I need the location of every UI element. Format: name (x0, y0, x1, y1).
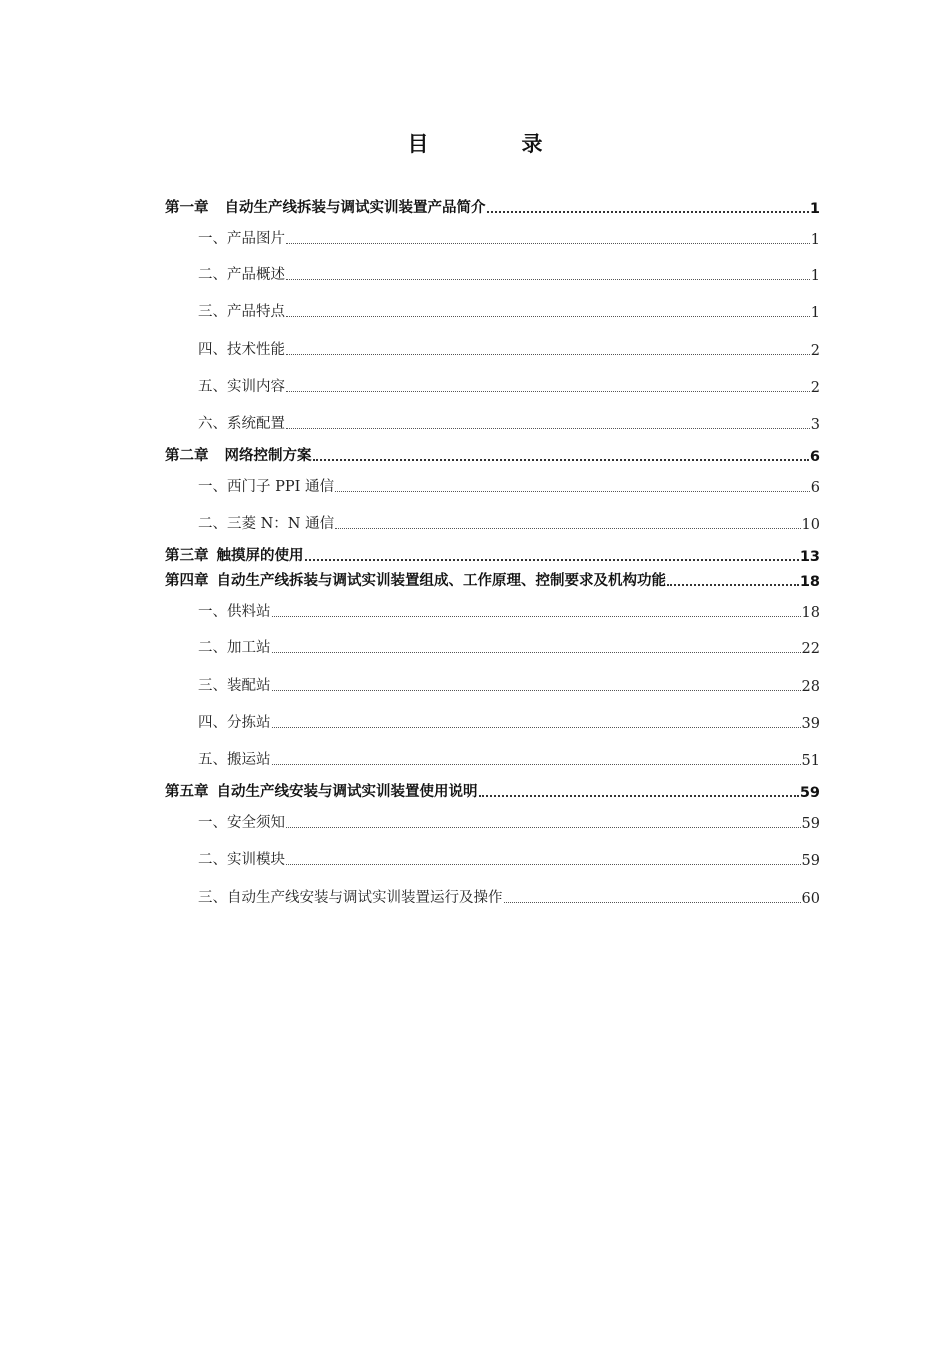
section-title: 三、装配站 (198, 678, 271, 694)
chapter-number: 第一章 (165, 200, 209, 216)
chapter-number: 第三章 (165, 548, 209, 564)
section-title: 二、三菱 N：N 通信 (198, 516, 335, 532)
dot-leader (286, 864, 801, 865)
chapter-number: 第四章 (165, 573, 209, 589)
section-title: 一、西门子 PPI 通信 (198, 479, 334, 495)
dot-leader (487, 211, 809, 213)
dot-leader (272, 727, 801, 728)
toc-section-entry[interactable] (198, 673, 820, 695)
dot-leader (272, 690, 801, 691)
section-title: 三、产品特点 (198, 304, 285, 320)
chapter-number: 第二章 (165, 448, 209, 464)
toc-section-entry[interactable] (198, 710, 820, 732)
dot-leader (335, 528, 800, 529)
section-title: 五、搬运站 (198, 752, 271, 768)
toc-section-entry[interactable] (198, 511, 820, 533)
dot-leader (504, 902, 801, 903)
toc-section-entry[interactable] (198, 262, 820, 284)
toc-section-entry[interactable] (198, 885, 820, 907)
page-number: 22 (801, 641, 820, 657)
chapter-title: 自动生产线拆装与调试实训装置产品简介 (224, 200, 486, 216)
chapter-number: 第五章 (165, 784, 209, 800)
dot-leader (479, 795, 799, 797)
page-number: 3 (810, 417, 820, 433)
page-number: 18 (799, 574, 820, 590)
toc-section-entry[interactable] (198, 299, 820, 321)
chapter-title: 自动生产线安装与调试实训装置使用说明 (216, 784, 478, 800)
dot-leader (305, 559, 799, 561)
page-number: 1 (809, 201, 820, 217)
section-title: 二、实训模块 (198, 852, 285, 868)
page-number: 39 (801, 716, 820, 732)
section-title: 一、安全须知 (198, 815, 285, 831)
toc-section-entry[interactable] (198, 747, 820, 769)
dot-leader (272, 616, 801, 617)
dot-leader (335, 491, 810, 492)
page-number: 10 (801, 517, 820, 533)
dot-leader (286, 243, 810, 244)
toc-section-entry[interactable] (198, 411, 820, 433)
section-title: 一、供料站 (198, 604, 271, 620)
page-number: 28 (801, 679, 820, 695)
page-number: 6 (810, 480, 820, 496)
section-title: 二、产品概述 (198, 267, 285, 283)
toc-section-entry[interactable] (198, 226, 820, 248)
page-number: 1 (810, 232, 820, 248)
section-title: 二、加工站 (198, 640, 271, 656)
page-number: 59 (799, 785, 820, 801)
dot-leader (286, 827, 801, 828)
toc-chapter-entry[interactable] (165, 543, 820, 565)
section-title: 三、自动生产线安装与调试实训装置运行及操作 (198, 890, 503, 906)
page-number: 51 (801, 753, 820, 769)
dot-leader (272, 764, 801, 765)
section-title: 五、实训内容 (198, 379, 285, 395)
section-title: 四、技术性能 (198, 342, 285, 358)
page-number: 2 (810, 343, 820, 359)
section-title: 一、产品图片 (198, 231, 285, 247)
toc-title: 目 录 (407, 132, 579, 156)
section-title: 六、系统配置 (198, 416, 285, 432)
toc-section-entry[interactable] (198, 374, 820, 396)
toc-chapter-entry[interactable] (165, 443, 820, 465)
dot-leader (286, 354, 810, 355)
toc-section-entry[interactable] (198, 810, 820, 832)
dot-leader (667, 584, 799, 586)
toc-chapter-entry[interactable] (165, 568, 820, 590)
page-number: 2 (810, 380, 820, 396)
chapter-title: 触摸屏的使用 (216, 548, 304, 564)
toc-chapter-entry[interactable] (165, 195, 820, 217)
chapter-title: 网络控制方案 (224, 448, 312, 464)
section-title: 四、分拣站 (198, 715, 271, 731)
toc-chapter-entry[interactable] (165, 779, 820, 801)
chapter-title: 自动生产线拆装与调试实训装置组成、工作原理、控制要求及机构功能 (216, 573, 666, 589)
page-number: 6 (809, 449, 820, 465)
dot-leader (286, 316, 810, 317)
page-number: 60 (801, 891, 820, 907)
toc-section-entry[interactable] (198, 337, 820, 359)
dot-leader (286, 428, 810, 429)
page-number: 1 (810, 268, 820, 284)
dot-leader (286, 279, 810, 280)
dot-leader (286, 391, 810, 392)
toc-section-entry[interactable] (198, 847, 820, 869)
page-number: 59 (801, 853, 820, 869)
toc-section-entry[interactable] (198, 599, 820, 621)
page-number: 59 (801, 816, 820, 832)
dot-leader (313, 459, 809, 461)
page-number: 13 (799, 549, 820, 565)
toc-section-entry[interactable] (198, 474, 820, 496)
page-number: 18 (801, 605, 820, 621)
toc-section-entry[interactable] (198, 635, 820, 657)
dot-leader (272, 652, 801, 653)
page-number: 1 (810, 305, 820, 321)
